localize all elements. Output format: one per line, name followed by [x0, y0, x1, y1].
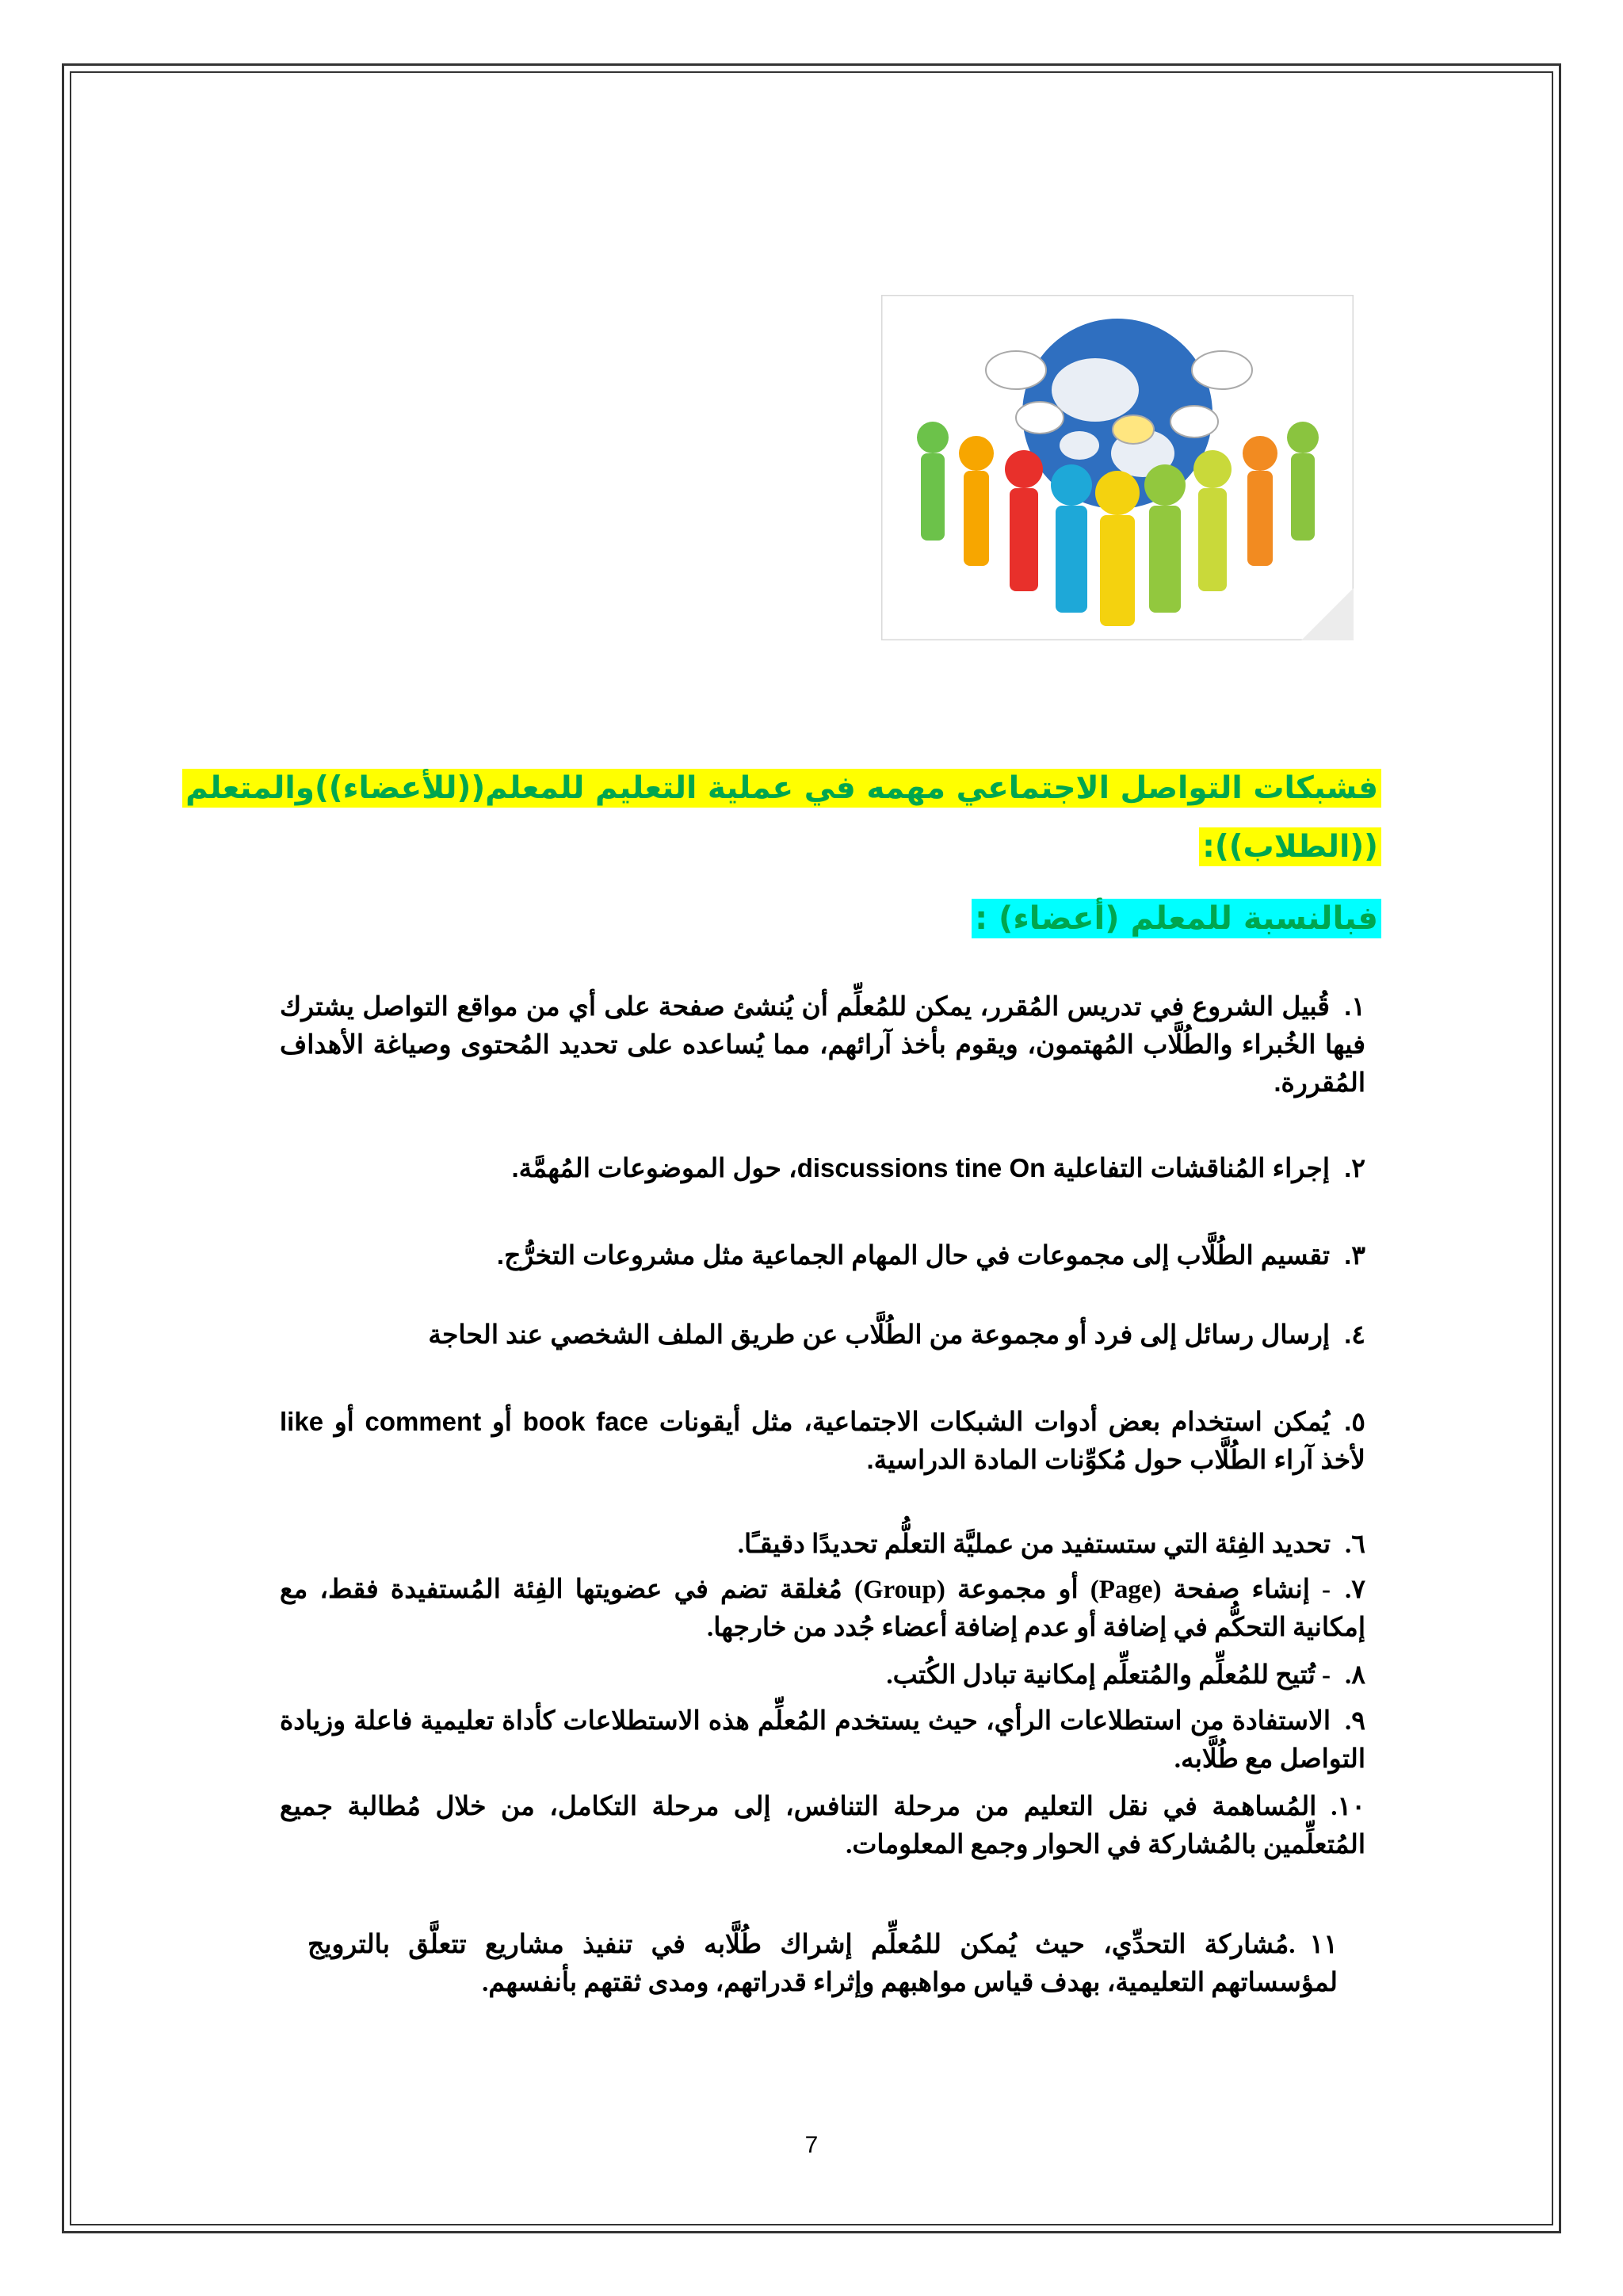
list-item: ٣.تقسيم الطُلَّاب إلى مجموعات في حال المهام الجماعية مثل مشروعات التخرُّج. [496, 1240, 1365, 1270]
list-item: ١.قُبيل الشروع في تدريس المُقرر، يمكن للمُعلِّم أن يُنشئ صفحة على أي من مواقع التواصل يشترك فيها الخُبراء والطُلَّاب المُهتمون، ويقوم بأخذ آرائهم، مما يُساعده على تحديد المُحتوى وصياغة الأهداف المُقررة. [280, 991, 1365, 1097]
section-heading [182, 766, 1381, 812]
list-item: ٧.- إنشاء صفحة (Page) أو مجموعة (Group) مُغلقة تضم في عضويتها الفِئة المُستفيدة فقط، مع إمكانية التحكُّم في إضافة أو عدم إضافة أعضاء جُدد من خارجها. [280, 1576, 1365, 1642]
list-item: ٢.إجراء المُناقشات التفاعلية discussions tine On، حول الموضوعات المُهمَّة. [511, 1153, 1365, 1182]
globe-people-illustration [881, 295, 1354, 640]
page-number: 7 [804, 2132, 819, 2158]
list-item: ١٠.المُساهمة في نقل التعليم من مرحلة التنافس، إلى مرحلة التكامل، من خلال مُطالبة جميع المُتعلِّمين بالمُشاركة في الحوار وجمع المعلومات. [280, 1793, 1365, 1859]
list-item: ٦.تحديد الفِئة التي ستستفيد من عمليَّة التعلُّم تحديدًا دقيقـًا. [737, 1530, 1365, 1559]
heading-line-1: فشبكات التواصل الاجتماعي مهمه في عملية التعليم للمعلم((للأعضاء))والمتعلم [182, 769, 1381, 808]
list-item: ١١.مُشاركة التحدِّي، حيث يُمكن للمُعلِّم إشراك طُلَّابه في تنفيذ مشاريع تتعلَّق بالترويج لمؤسساتهم التعليمية، بهدف قياس مواهبهم وإثراء قدراتهم، ومدى ثقتهم بأنفسهم. [307, 1931, 1338, 1997]
heading-line-2: ((الطلاب)): [1199, 827, 1381, 866]
list-item: ٩.الاستفادة من استطلاعات الرأي، حيث يستخدم المُعلِّم هذه الاستطلاعات كأداة تعليمية فاعلة وزيادة التواصل مع طُلَّابه. [280, 1707, 1365, 1774]
subheading: فبالنسبة للمعلم (أعضاء) : [972, 900, 1381, 937]
list-item: ٨.- تُتيح للمُعلِّم والمُتعلِّم إمكانية تبادل الكُتب. [886, 1661, 1365, 1690]
list-item: ٤.إرسال رسائل إلى فرد أو مجموعة من الطُلَّاب عن طريق الملف الشخصي عند الحاجة [428, 1320, 1365, 1349]
section-heading-cont [1199, 824, 1381, 870]
list-item: ٥.يُمكن استخدام بعض أدوات الشبكات الاجتماعية، مثل أيقونات book face أو comment أو like لأخذ آراء الطُلَّاب حول مُكوِّنات المادة الدراسية. [280, 1407, 1365, 1474]
